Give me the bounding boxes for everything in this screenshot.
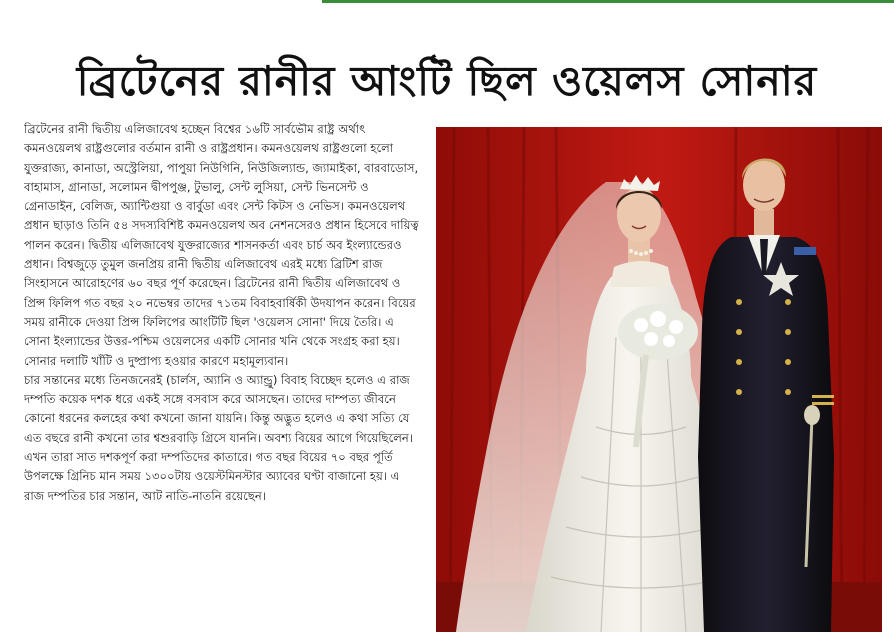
article-body: [24, 120, 422, 620]
sword-hilt: [804, 405, 820, 425]
medal-ribbons: [794, 247, 816, 255]
article-paragraph-1: ব্রিটেনের রানী দ্বিতীয় এলিজাবেথ হচ্ছেন বিশ্বের ১৬টি সার্বভৌম রাষ্ট্র অর্থাৎ কমনওয়েলথ রাষ্ট্রগুলোর বর্তমান রানী ও রাষ্ট্রপ্রধান। কমনওয়েলথ রাষ্ট্রগুলো হলো যুক্তরাজ্য, কানাডা, অস্ট্রেলিয়া, পাপুয়া নিউগিনি, নিউজিল্যান্ড, জ্যামাইকা, বারবাডোস, বাহামাস, গ্রানাডা, সলোমন দ্বীপপুঞ্জ, টুভালু, সেন্ট লুসিয়া, সেন্ট ভিনসেন্ট ও গ্রেনাডাইন, বেলিজ, অ্যান্টিগুয়া ও বার্বুডা এবং সেন্ট কিটস ও নেভিস। কমনওয়েলথ প্রধান ছাড়াও তিনি ৫৪ সদস্যবিশিষ্ট কমনওয়েলথ অব নেশনসেরও প্রধান হিসেবে দায়িত্ব পালন করেন। দ্বিতীয় এলিজাবেথ যুক্তরাজ্যের শাসনকর্তা এবং চার্চ অব ইংল্যান্ডেরও প্রধান। বিশ্বজুড়ে তুমুল জনপ্রিয় রানী দ্বিতীয় এলিজাবেথ এরই মধ্যে ব্রিটিশ রাজ সিংহাসনে আরোহণের ৬০ বছর পূর্ণ করেছেন। ব্রিটেনের রানী দ্বিতীয় এলিজাবেথ ও প্রিন্স ফিলিপ গত বছর ২০ নভেম্বর তাদের ৭১তম বিবাহবার্ষিকী উদযাপন করেন। বিয়ের সময় রানীকে দেওয়া প্রিন্স ফিলিপের আংটিটি ছিল 'ওয়েলস সোনা' দিয়ে তৈরি। এ সোনা ইংল্যান্ডের উত্তর-পশ্চিম ওয়েলসের একটি সোনার খনি থেকে সংগ্রহ করা হয়। সোনার দলাটি খাঁটি ও দুষ্প্রাপ্য হওয়ার কারণে মহামূল্যবান।: [24, 122, 419, 368]
royal-wedding-photo: [436, 127, 882, 632]
article-paragraph-2: চার সন্তানের মধ্যে তিনজনেরই (চার্লস, অ্যানি ও অ্যান্ড্রু) বিবাহ বিচ্ছেদ হলেও এ রাজ দম্পতি কয়েক দশক ধরে একই সঙ্গে বসবাস করে আসছেন। তাদের দাম্পত্য জীবনে কোনো ধরনের কলহের কথা কখনো জানা যায়নি। কিন্তু অদ্ভুত হলেও এ কথা সত্যি যে এত বছরে রানী কখনো তার শ্বশুরবাড়ি গ্রিসে যাননি। অবশ্য বিয়ের আগে গিয়েছিলেন। এখন তারা সাত দশকপূর্ণ করা দম্পতিদের কাতারে। গত বছর বিয়ের ৭০ বছর পূর্তি উপলক্ষে গ্রিনিচ মান সময় ১৩০০টায় ওয়েস্টমিনস্টার অ্যাবের ঘণ্টা বাজানো হয়। এ রাজ দম্পতির চার সন্তান, আট নাতি-নাতনি রয়েছেন।: [24, 372, 413, 503]
groom-naval-uniform: [698, 237, 834, 632]
photo-illustration: [436, 127, 882, 632]
groom-neck: [754, 209, 774, 235]
top-accent-rule: [322, 0, 894, 3]
bride-bodice: [610, 261, 672, 287]
headline: ব্রিটেনের রানীর আংটি ছিল ওয়েলস সোনার: [76, 57, 818, 106]
